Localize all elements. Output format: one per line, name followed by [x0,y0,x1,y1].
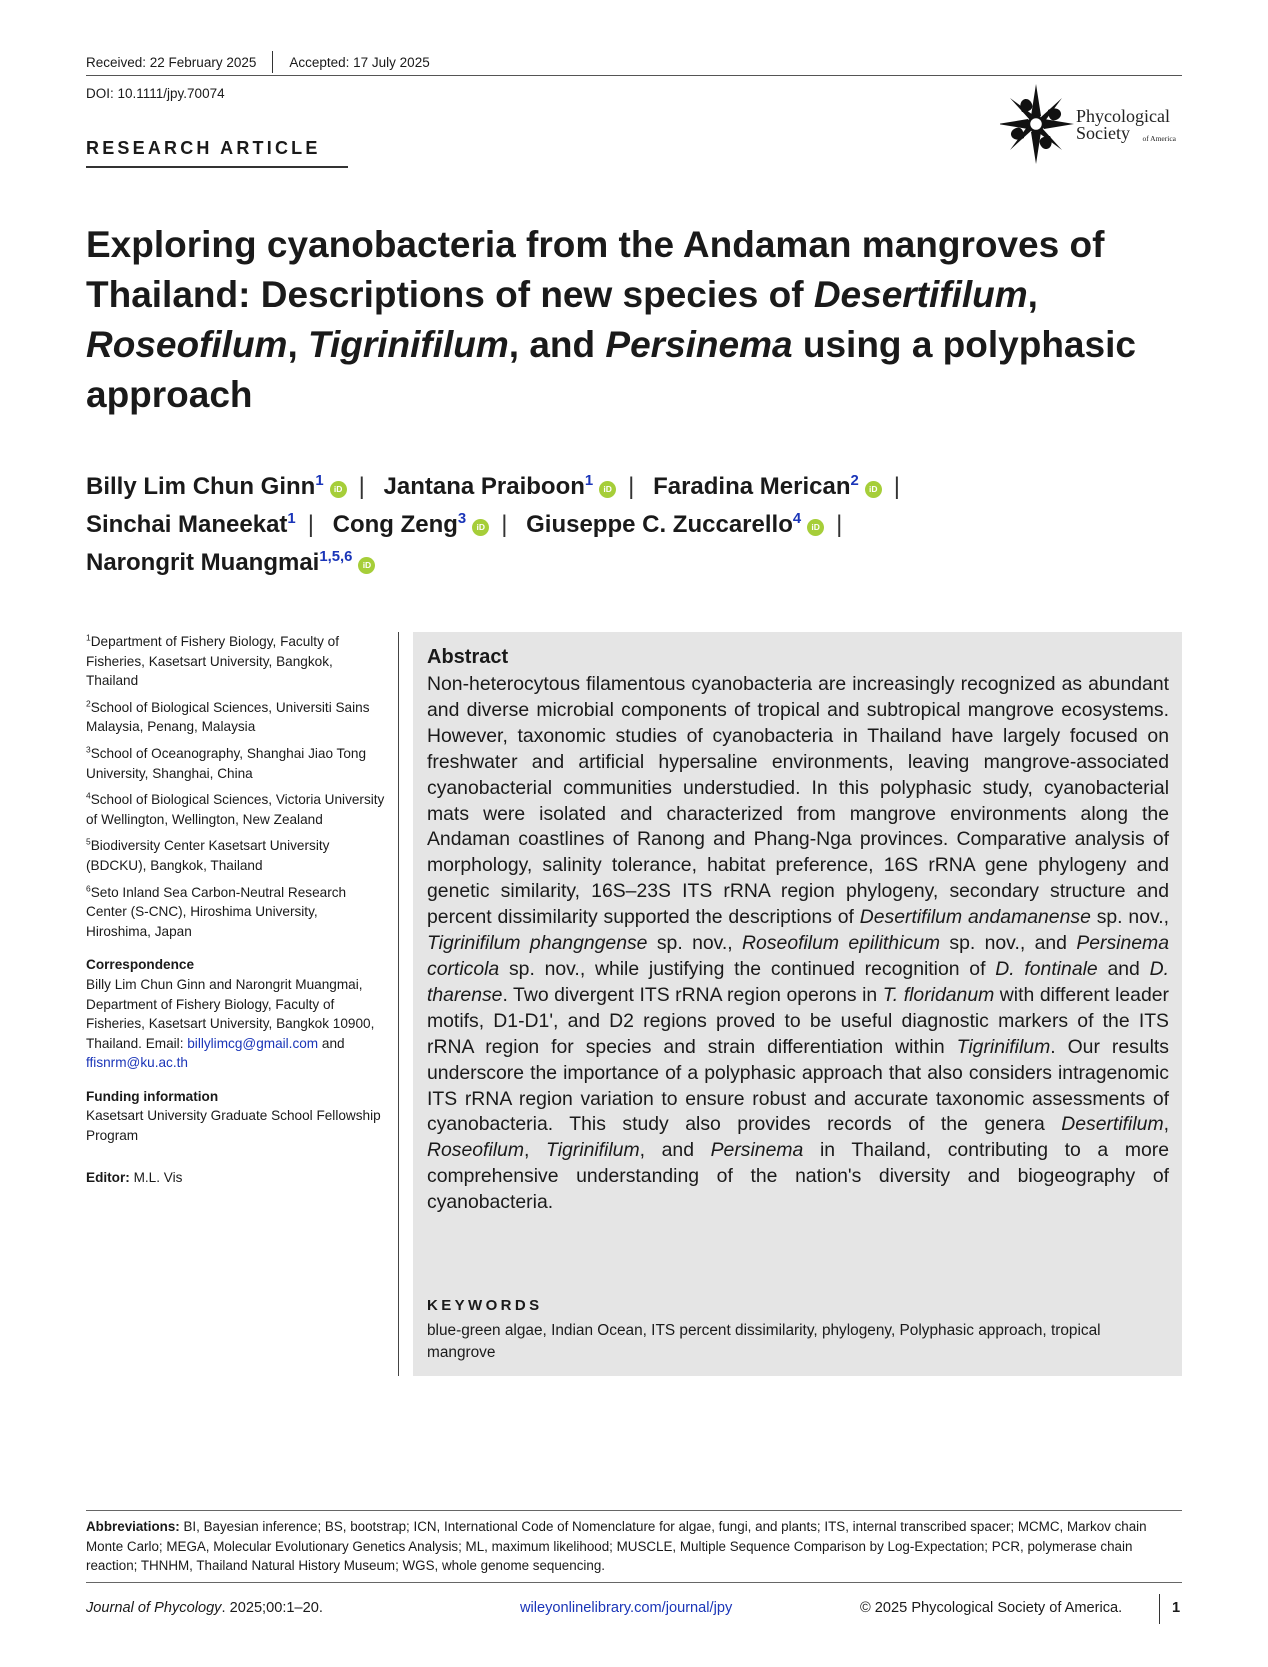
footer-rule [86,1582,1182,1583]
correspondence-heading: Correspondence [86,957,195,973]
orcid-icon[interactable]: iD [472,519,489,536]
article-dates [86,51,430,73]
author-list [86,468,1196,582]
keywords-text: blue-green algae, Indian Ocean, ITS percent dissimilarity, phylogeny, Polyphasic approach, tropical mangrove [427,1322,1101,1361]
author-separator: | [628,473,635,500]
society-emblem-icon [1000,82,1078,166]
author-affiliation-marker: 1 [584,473,594,489]
author-affiliation-marker: 2 [850,473,859,489]
keywords-heading: KEYWORDS [427,1297,543,1314]
affiliation: $^5$Biodiversity Center Kasetsart University (BDCKU), Bangkok, Thailand [86,836,330,873]
affiliation: $^2$School of Biological Sciences, Universiti Sains Malaysia, Penang, Malaysia [86,698,370,735]
abstract-heading: Abstract [427,646,509,668]
author[interactable]: Billy Lim Chun Ginn$^1$ iD [86,473,347,500]
author-separator: | [893,473,900,500]
email-link[interactable]: billylimcg@gmail.com [187,1035,319,1051]
doi[interactable]: DOI: 10.1111/jpy.70074 [86,86,225,101]
affiliation: $^1$Department of Fishery Biology, Faculty of Fisheries, Kasetsart University, Bangkok, Thailand [86,632,339,689]
editor-line: Editor: M.L. Vis [86,1169,183,1185]
author-separator: | [307,511,314,538]
copyright: © 2025 Phycological Society of America. [860,1600,1123,1616]
author-affiliation-marker: 3 [457,511,467,527]
author[interactable]: Giuseppe C. Zuccarello$^4$ iD [526,511,824,538]
abbreviations-rule [86,1510,1182,1511]
received-date: Received: 22 February 2025 [86,54,257,70]
author-affiliation-marker: 1,5,6 [319,549,353,565]
author[interactable]: Cong Zeng$^3$ iD [333,511,490,538]
author[interactable]: Sinchai Maneekat$^1$ [86,511,296,538]
article-info-column [86,632,386,1187]
journal-url-link[interactable]: wileyonlinelibrary.com/journal/jpy [520,1600,733,1616]
date-divider [272,51,273,73]
author-separator: | [358,473,365,500]
author-separator: | [501,511,508,538]
abbreviations: Abbreviations: BI, Bayesian inference; BS, bootstrap; ICN, International Code of Nomenclature for algae, fungi, and plants; ITS, internal transcribed spacer; MCMC, Markov chain Monte Carlo; MEGA, Molecular Evolutionary Genetics Analysis; ML, maximum likelihood; MUSCLE, Multiple Sequence Comparison by Log-Expectation; PCR, polymerase chain reaction; THNHM, Thailand Natural History Museum; WGS, whole genome sequencing. [86,1519,1147,1574]
affiliation: $^6$Seto Inland Sea Carbon-Neutral Research Center (S-CNC), Hiroshima University, Hiroshima, Japan [86,883,347,939]
article-type: RESEARCH ARTICLE [86,138,321,158]
orcid-icon[interactable]: iD [599,481,616,498]
footer-divider [1159,1594,1160,1624]
article-title: Exploring cyanobacteria from the Andaman mangroves of Thailand: Descriptions of new species of Desertifilum, Roseofilum, Tigrinifilum, and Persinema using a polyphasic approach [86,224,1136,415]
header-rule [86,75,1182,76]
column-divider [398,632,399,1376]
author-affiliation-marker: 1 [287,511,296,527]
abstract-text: Non-heterocytous filamentous cyanobacteria are increasingly recognized as abundant and diverse microbial components of tropical and subtropical mangrove ecosystems. However, taxonomic studies of cyanobacteria in Thailand have largely focused on freshwater and artificial hypersaline environments, leaving mangrove-associated cyanobacterial communities understudied. In this polyphasic study, cyanobacterial mats were isolated and characterized from mangrove environments along the Andaman coastlines of Ranong and Phang-Nga provinces. Comparative analysis of morphology, salinity tolerance, habitat preference, 16S rRNA gene phylogeny and genetic similarity, 16S–23S ITS rRNA region phylogeny, secondary structure and percent dissimilarity supported the descriptions of Desertifilum andamanense sp. nov., Tigrinifilum phangngense sp. nov., Roseofilum epilithicum sp. nov., and Persinema corticola sp. nov., while justifying the continued recognition of D. fontinale and D. tharense. Two divergent ITS rRNA region operons in T. floridanum with different leader motifs, D1-D1', and D2 regions proved to be useful diagnostic markers of the ITS rRNA region for species and strain differentiation within Tigrinifilum. Our results underscore the importance of a polyphasic approach that also considers intragenomic ITS rRNA region variation to ensure robust and accurate taxonomic assessments of cyanobacteria. This study also provides records of the genera Desertifilum, Roseofilum, Tigrinifilum, and Persinema in Thailand, contributing to a more comprehensive understanding of the nation's diversity and biogeography of cyanobacteria. [427,673,1170,1214]
funding-heading: Funding information [86,1088,219,1104]
orcid-icon[interactable]: iD [807,519,824,536]
affiliation: $^4$School of Biological Sciences, Victoria University of Wellington, Wellington, New Zealand [86,790,385,827]
orcid-icon[interactable]: iD [865,481,882,498]
correspondence-text: Billy Lim Chun Ginn and Narongrit Muangmai, Department of Fishery Biology, Faculty of Fisheries, Kasetsart University, Bangkok 10900, Thailand. Email: billylimcg@gmail.com and ffisnrm@ku.ac.th [86,976,375,1071]
journal-citation: Journal of Phycology. 2025;00:1–20. [86,1600,323,1616]
orcid-icon[interactable]: iD [330,481,347,498]
affiliation: $^3$School of Oceanography, Shanghai Jiao Tong University, Shanghai, China [86,744,367,781]
funding-text: Kasetsart University Graduate School Fellowship Program [86,1108,381,1144]
author-affiliation-marker: 1 [315,473,324,489]
society-logo [1000,82,1182,166]
author[interactable]: Jantana Praiboon$^1$ iD [384,473,617,500]
abstract-box [413,632,1182,1376]
accepted-date: Accepted: 17 July 2025 [289,54,430,70]
email-link[interactable]: ffisnrm@ku.ac.th [86,1055,188,1071]
author[interactable]: Narongrit Muangmai$^{1,5,6}$ iD [86,549,375,576]
page-number: 1 [1172,1600,1181,1616]
author-affiliation-marker: 4 [792,511,802,527]
author[interactable]: Faradina Merican$^2$ iD [653,473,882,500]
society-name: Phycological Society [1076,106,1170,143]
orcid-icon[interactable]: iD [358,557,375,574]
article-type-underline [86,166,348,168]
society-of-america: of America [1142,134,1176,143]
author-separator: | [836,511,843,538]
